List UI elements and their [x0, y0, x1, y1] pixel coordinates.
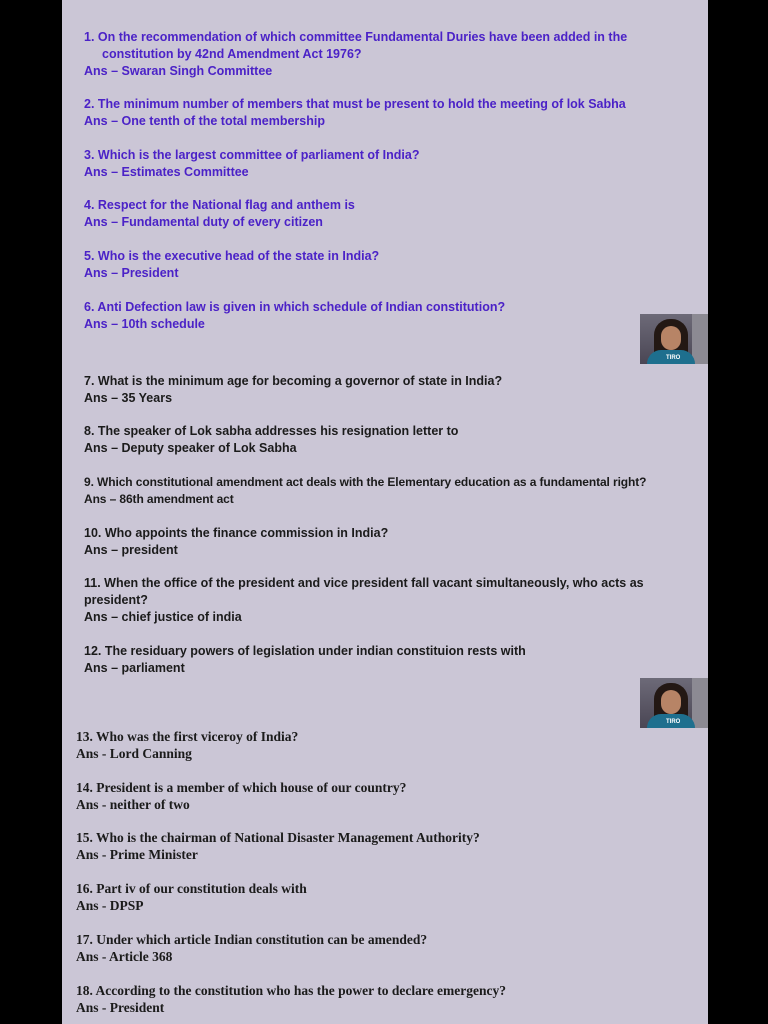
answer-4: Ans – Fundamental duty of every citizen — [84, 215, 323, 229]
qa-item-14 — [76, 779, 736, 813]
answer-17: Ans - Article 368 — [76, 949, 173, 964]
qa-item-10 — [84, 525, 744, 559]
question-7: 7. What is the minimum age for becoming a governor of state in India? — [84, 374, 503, 388]
question-14: 14. President is a member of which house of our country? — [76, 780, 407, 795]
answer-3: Ans – Estimates Committee — [84, 165, 249, 179]
question-11: 11. When the office of the president and vice president fall vacant simultaneously, who acts as — [84, 576, 644, 590]
answer-2: Ans – One tenth of the total membership — [84, 114, 325, 128]
shirt-logo: TIRO — [666, 719, 681, 725]
question-12: 12. The residuary powers of legislation under indian constituion rests with — [84, 644, 526, 658]
question-2: 2. The minimum number of members that must be present to hold the meeting of lok Sabha — [84, 97, 626, 111]
qa-item-8 — [84, 423, 744, 457]
question-13: 13. Who was the first viceroy of India? — [76, 729, 299, 744]
qa-item-15 — [76, 829, 736, 863]
question-10: 10. Who appoints the finance commission in India? — [84, 526, 389, 540]
answer-7: Ans – 35 Years — [84, 391, 173, 405]
answer-6: Ans – 10th schedule — [84, 317, 205, 331]
presenter-face — [661, 690, 681, 714]
question-16: 16. Part iv of our constitution deals with — [76, 881, 307, 896]
answer-14: Ans - neither of two — [76, 797, 190, 812]
question-6: 6. Anti Defection law is given in which schedule of Indian constitution? — [84, 300, 506, 314]
question-5: 5. Who is the executive head of the state in India? — [84, 249, 380, 263]
presenter-video-thumbnail — [640, 314, 708, 364]
answer-8: Ans – Deputy speaker of Lok Sabha — [84, 441, 297, 455]
answer-13: Ans - Lord Canning — [76, 746, 192, 761]
qa-item-9 — [84, 474, 708, 508]
shirt-logo: TIRO — [666, 355, 681, 361]
presenter-face — [661, 326, 681, 350]
question-17: 17. Under which article Indian constitution can be amended? — [76, 932, 428, 947]
qa-item-3 — [84, 147, 744, 181]
answer-15: Ans - Prime Minister — [76, 847, 198, 862]
answer-10: Ans – president — [84, 543, 178, 557]
question-15: 15. Who is the chairman of National Disaster Management Authority? — [76, 830, 480, 845]
qa-item-2 — [84, 96, 744, 130]
presenter-video-thumbnail — [640, 678, 708, 728]
question-8: 8. The speaker of Lok sabha addresses his resignation letter to — [84, 424, 459, 438]
answer-1: Ans – Swaran Singh Committee — [84, 64, 273, 78]
document-page — [62, 0, 708, 1024]
answer-5: Ans – President — [84, 266, 179, 280]
answer-12: Ans – parliament — [84, 661, 185, 675]
answer-11: Ans – chief justice of india — [84, 610, 242, 624]
question-4: 4. Respect for the National flag and anthem is — [84, 198, 355, 212]
qa-item-1 — [84, 29, 744, 80]
qa-item-7 — [84, 373, 744, 407]
qa-item-18 — [76, 982, 736, 1016]
qa-item-16 — [76, 880, 736, 914]
qa-item-11 — [84, 575, 744, 626]
qa-item-13 — [76, 728, 736, 762]
question-3: 3. Which is the largest committee of parliament of India? — [84, 148, 420, 162]
qa-item-5 — [84, 248, 744, 282]
question-1-cont: constitution by 42nd Amendment Act 1976? — [102, 47, 362, 61]
answer-18: Ans - President — [76, 1000, 165, 1015]
answer-9: Ans – 86th amendment act — [84, 492, 234, 506]
qa-item-12 — [84, 643, 744, 677]
question-11-cont: president? — [84, 593, 148, 607]
qa-item-17 — [76, 931, 736, 965]
answer-16: Ans - DPSP — [76, 898, 144, 913]
question-18: 18. According to the constitution who has the power to declare emergency? — [76, 983, 506, 998]
qa-item-4 — [84, 197, 744, 231]
question-1: 1. On the recommendation of which committee Fundamental Duries have been added in the — [84, 30, 628, 44]
question-9: 9. Which constitutional amendment act deals with the Elementary education as a fundamental right? — [84, 475, 647, 489]
